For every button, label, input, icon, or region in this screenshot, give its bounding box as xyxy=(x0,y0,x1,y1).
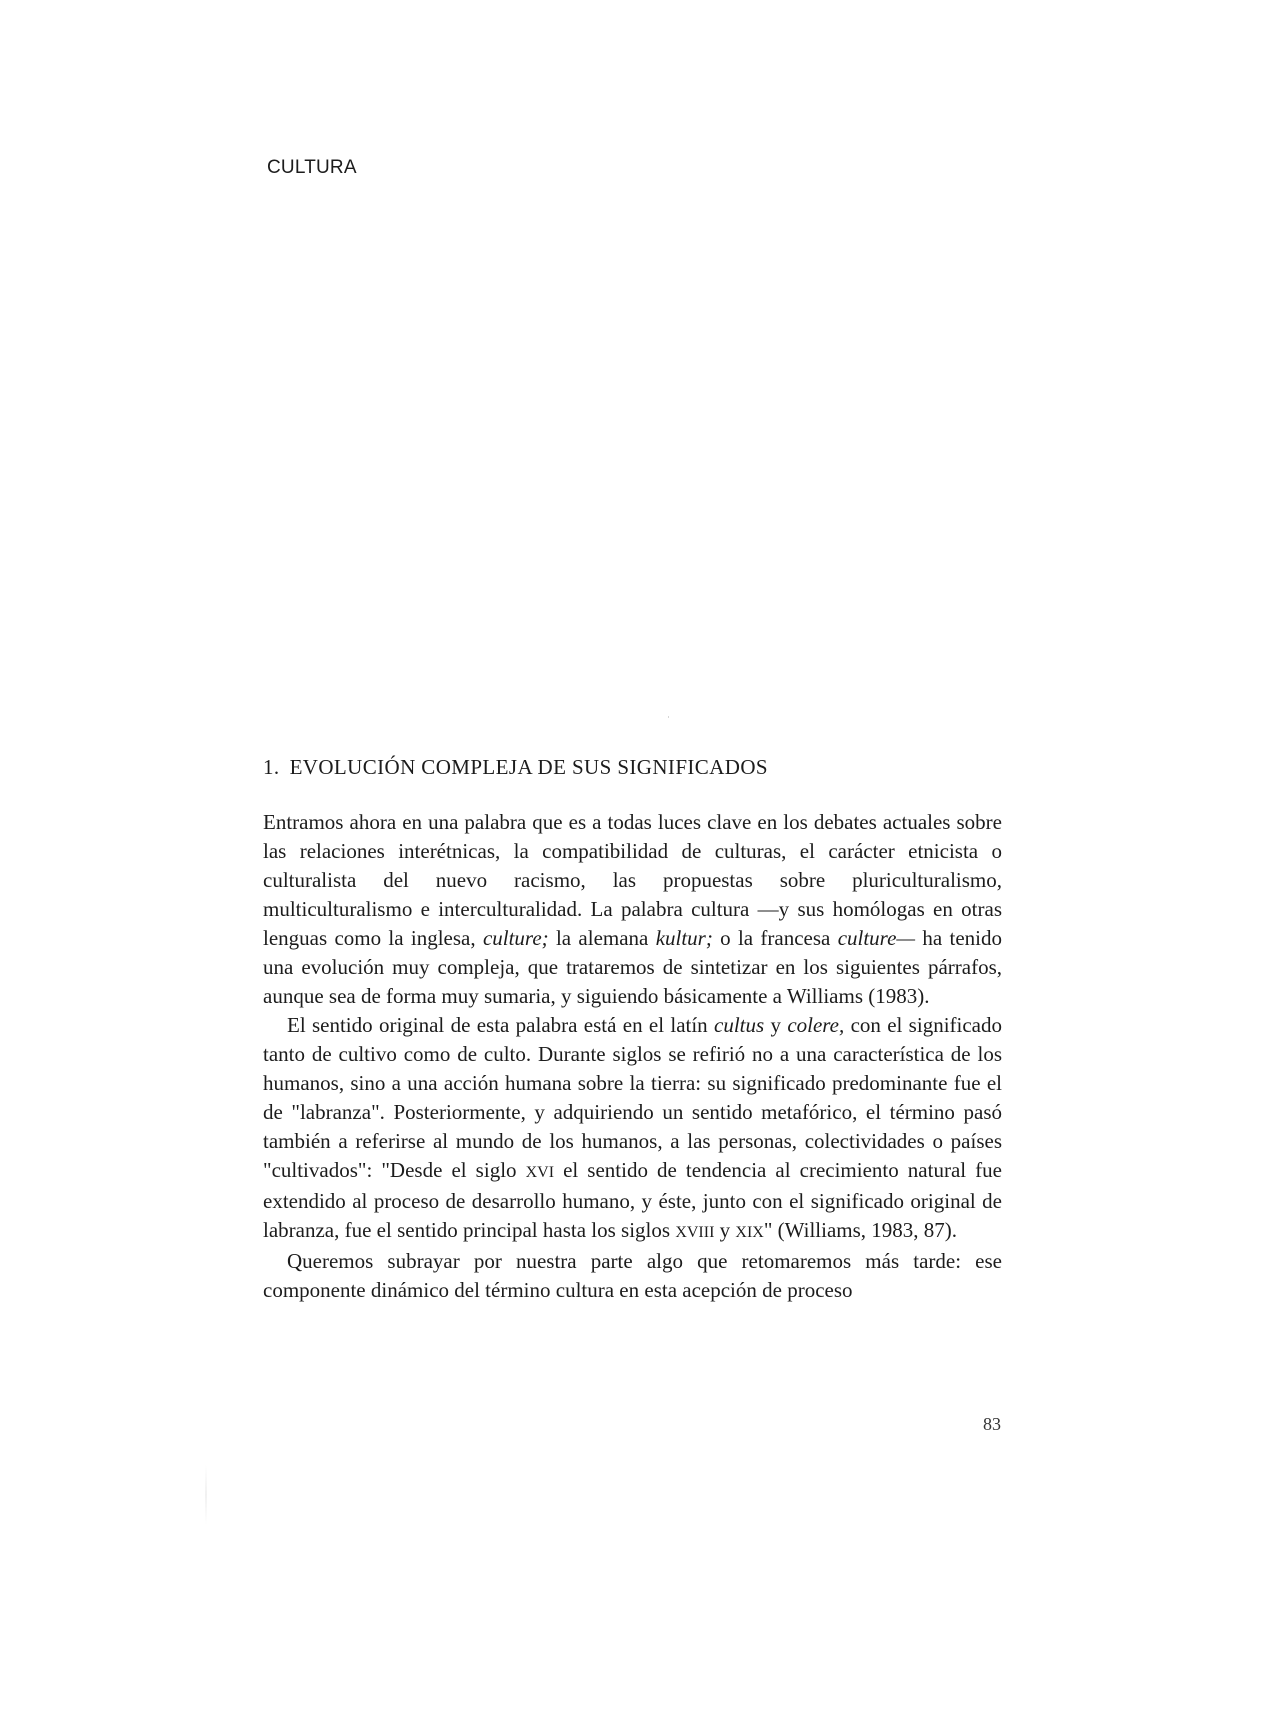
scan-speck xyxy=(668,716,669,718)
p1-text-g: ha tenido una evolución muy compleja, que trataremos de sintetizar en los siguientes párrafos, aunque sea de forma muy sumaria, y siguiendo básicamente a Williams (1983). xyxy=(263,926,1003,1008)
p3-text-a: Queremos subrayar por nuestra parte algo que retomaremos más tarde: ese componente dinámico del término cultura en esta acepción de proceso xyxy=(263,1249,1002,1302)
paragraph-2 xyxy=(263,1011,1002,1247)
p2-italic-colere: colere, xyxy=(787,1013,845,1037)
p1-text-a: Entramos ahora en una palabra que es a todas luces clave en los debates actuales sobre las relaciones interétnicas, la compatibilidad de culturas, el carácter etnicista o culturalista del nuevo racismo, las propuestas sobre pluriculturalismo, multiculturalismo e interculturalidad. La palabra cultura —y sus homólogas en otras lenguas como la inglesa, xyxy=(263,810,1002,950)
p2-text-g: el sentido de tendencia al crecimiento natural fue extendido al proceso de desarrollo humano, y éste, junto con el significado original de labranza, fue el sentido principal hasta los siglos xyxy=(263,1158,1002,1242)
p2-century-xvi: XVI xyxy=(525,1164,555,1181)
paragraph-3 xyxy=(263,1247,1002,1305)
page-number: 83 xyxy=(983,1414,1001,1434)
scan-edge-shadow xyxy=(205,1465,207,1525)
p2-text-e: con el significado tanto de cultivo como de culto. Durante siglos se refirió no a una característica de los humanos, sino a una acción humana sobre la tierra: su significado predominante fue el de "labranza". Posteriormente, y adquiriendo un sentido metafórico, el término pasó también a referirse al mundo de los humanos, a las personas, colectividades o países "cultivados": "Desde el siglo xyxy=(263,1013,1002,1182)
p1-italic-kultur: kultur; xyxy=(655,926,713,950)
p2-text-c: y xyxy=(764,1013,788,1037)
p1-italic-culture: culture; xyxy=(482,926,549,950)
section-title: EVOLUCIÓN COMPLEJA DE SUS SIGNIFICADOS xyxy=(289,755,768,779)
running-head: CULTURA xyxy=(267,157,357,178)
paragraph-1 xyxy=(263,808,1002,1011)
p1-text-c: la alemana xyxy=(548,926,656,950)
body-text xyxy=(263,808,1002,1305)
p2-italic-cultus: cultus xyxy=(714,1013,765,1037)
p1-text-e: o la francesa xyxy=(712,926,838,950)
section-number: 1. xyxy=(263,755,280,779)
p2-text-k: " (Williams, 1983, 87). xyxy=(763,1218,958,1242)
p2-century-xviii: XVIII xyxy=(675,1224,715,1241)
section-heading xyxy=(263,755,768,780)
p1-italic-culture-fr: culture— xyxy=(837,926,916,950)
p2-text-i: y xyxy=(714,1218,736,1242)
p2-century-xix: XIX xyxy=(735,1224,764,1241)
p2-text-a: El sentido original de esta palabra está en el latín xyxy=(287,1013,714,1037)
